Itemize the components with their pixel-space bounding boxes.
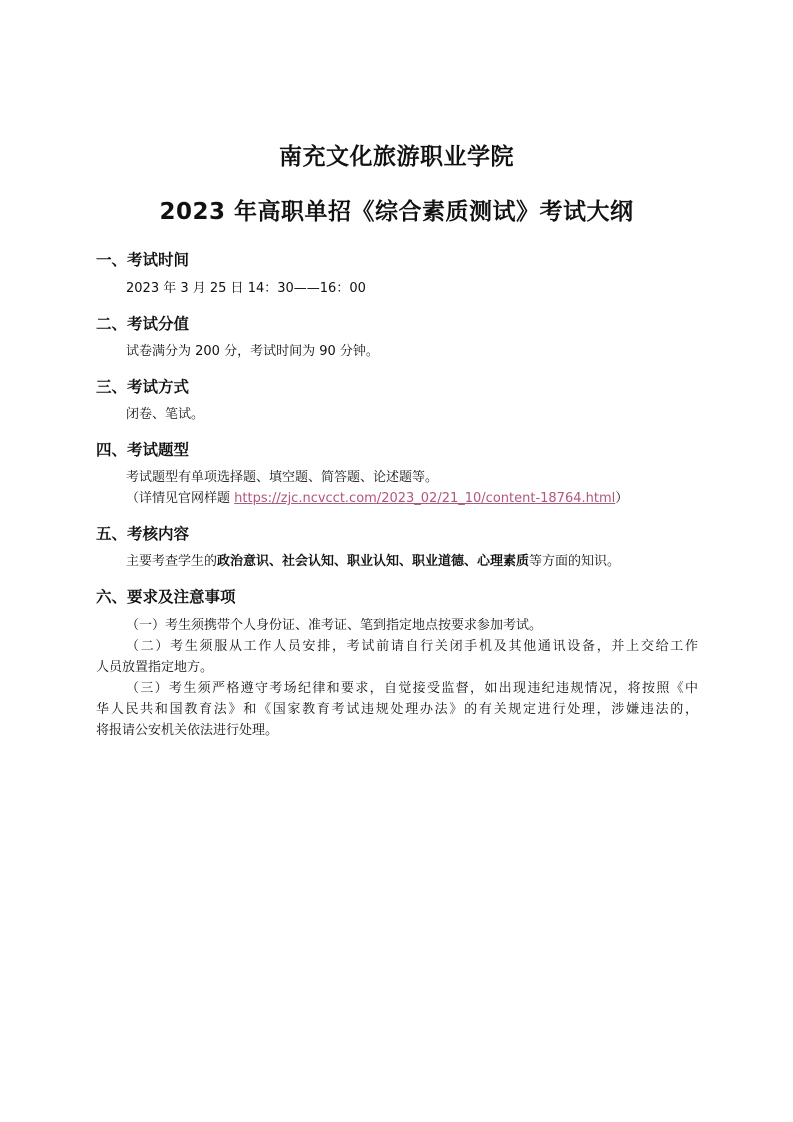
exam-method-text: 闭卷、笔试。 <box>126 407 205 422</box>
requirement-item-continued: 人员放置指定地方。 <box>96 660 214 675</box>
section-heading-exam-method: 三、考试方式 <box>96 378 190 396</box>
section-heading-exam-time: 一、考试时间 <box>96 251 190 269</box>
assessment-bold-topics: 政治意识、社会认知、职业认知、职业道德、心理素质 <box>217 554 530 569</box>
requirement-item: （三）考生须严格遵守考场纪律和要求，自觉接受监督，如出现违纪违规情况，将按照《中 <box>126 681 698 696</box>
assessment-prefix: 主要考查学生的 <box>126 554 218 569</box>
section-heading-assessment-content: 五、考核内容 <box>96 525 190 543</box>
requirement-item-continued: 华人民共和国教育法》和《国家教育考试违规处理办法》的有关规定进行处理，涉嫌违法的， <box>96 702 698 717</box>
assessment-content-text <box>126 553 620 571</box>
exam-time-text: 2023 年 3 月 25 日 14：30——16：00 <box>126 281 366 296</box>
assessment-suffix: 等方面的知识。 <box>529 554 621 569</box>
section-heading-requirements: 六、要求及注意事项 <box>96 588 236 606</box>
exam-score-text: 试卷满分为 200 分，考试时间为 90 分钟。 <box>126 344 379 359</box>
syllabus-title: 2023 年高职单招《综合素质测试》考试大纲 <box>159 199 634 225</box>
sample-questions-link[interactable]: https://zjc.ncvcct.com/2023_02/21_10/content-18764.html <box>234 491 616 506</box>
section-heading-question-types: 四、考试题型 <box>96 441 190 459</box>
section-heading-exam-score: 二、考试分值 <box>96 315 190 333</box>
requirement-item-continued: 将报请公安机关依法进行处理。 <box>96 723 279 738</box>
requirement-item: （一）考生须携带个人身份证、准考证、笔到指定地点按要求参加考试。 <box>126 618 543 633</box>
sample-link-suffix: ） <box>615 491 629 506</box>
sample-link-prefix: （详情见官网样题 <box>126 491 235 506</box>
requirement-item: （二）考生须服从工作人员安排，考试前请自行关闭手机及其他通讯设备，并上交给工作 <box>126 639 698 654</box>
question-types-text: 考试题型有单项选择题、填空题、简答题、论述题等。 <box>126 470 439 485</box>
sample-link-line <box>126 490 628 508</box>
school-name-title: 南充文化旅游职业学院 <box>279 144 514 170</box>
